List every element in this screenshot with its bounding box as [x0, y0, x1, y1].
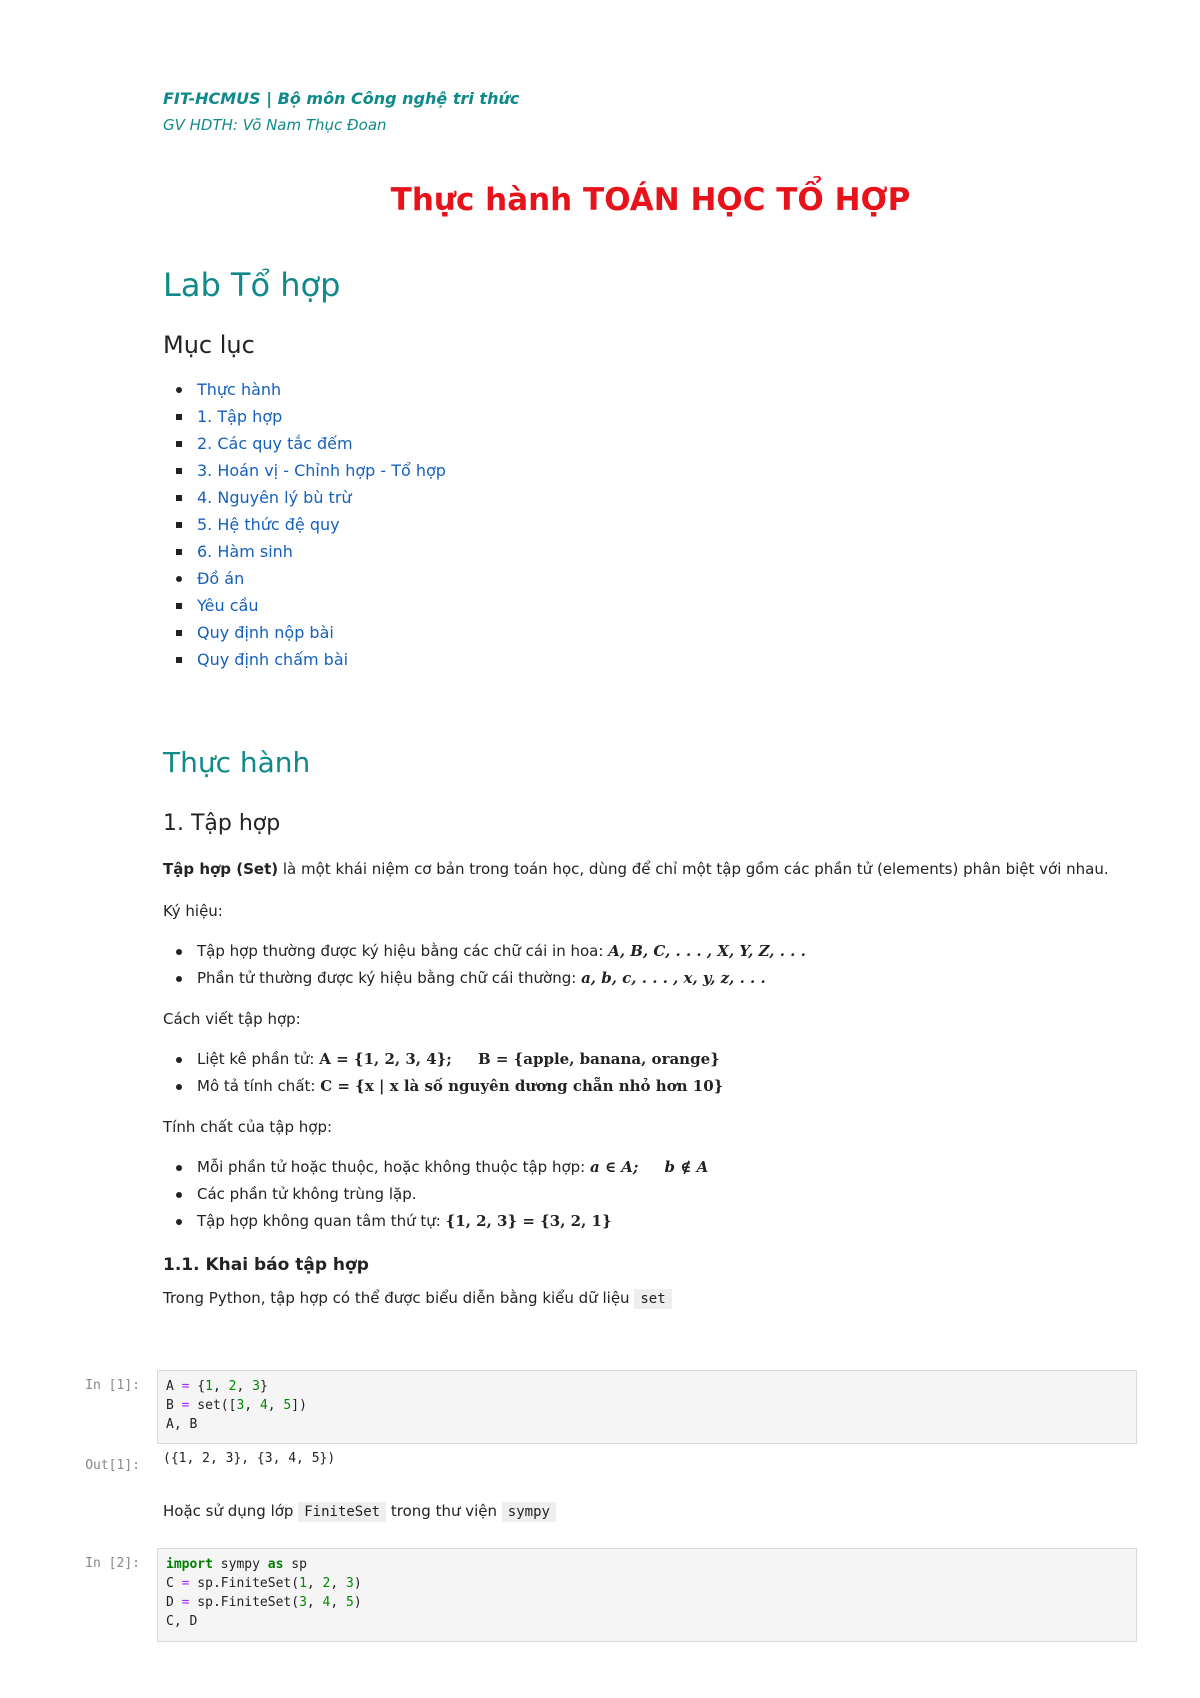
- inline-code: FiniteSet: [298, 1502, 386, 1522]
- math-expr: {1, 2, 3} = {3, 2, 1}: [445, 1212, 612, 1230]
- notation-list: [163, 938, 1138, 992]
- code-line: B = set([3, 4, 5]): [166, 1398, 307, 1413]
- list-item: Phần tử thường được ký hiệu bằng chữ cái thường: a, b, c, . . . , x, y, z, . . .: [163, 965, 1138, 992]
- math-expr: C = {x | x là số nguyên dương chẵn nhỏ hơn 10}: [320, 1077, 724, 1095]
- toc-item[interactable]: [163, 538, 446, 565]
- list-item: Các phần tử không trùng lặp.: [163, 1181, 1138, 1208]
- toc-link-practice[interactable]: Thực hành: [197, 380, 282, 399]
- inline-code: set: [634, 1289, 671, 1309]
- props-list: [163, 1154, 1138, 1235]
- toc-item[interactable]: [163, 403, 446, 430]
- code-line: import sympy as sp: [166, 1557, 307, 1572]
- code-line: D = sp.FiniteSet(3, 4, 5): [166, 1595, 362, 1610]
- toc-link[interactable]: Yêu cầu: [197, 596, 259, 615]
- toc-link[interactable]: 4. Nguyên lý bù trừ: [197, 488, 352, 507]
- code-cell-2[interactable]: [157, 1548, 1137, 1642]
- alt-text: Hoặc sử dụng lớp FiniteSet trong thư viện sympy: [163, 1498, 1138, 1524]
- notebook-page: [163, 86, 1138, 1307]
- toc-heading: Mục lục: [163, 331, 255, 359]
- math-expr: A, B, C, . . . , X, Y, Z, . . .: [608, 942, 806, 960]
- toc-item[interactable]: [163, 484, 446, 511]
- toc-link[interactable]: 6. Hàm sinh: [197, 542, 293, 561]
- toc-link[interactable]: 5. Hệ thức đệ quy: [197, 515, 340, 534]
- props-label: Tính chất của tập hợp:: [163, 1118, 333, 1136]
- list-item: Liệt kê phần tử: A = {1, 2, 3, 4}; B = {apple, banana, orange}: [163, 1046, 1138, 1073]
- toc-link[interactable]: Quy định chấm bài: [197, 650, 349, 669]
- code-line: A, B: [166, 1417, 198, 1432]
- list-item: Tập hợp thường được ký hiệu bằng các chữ cái in hoa: A, B, C, . . . , X, Y, Z, . . .: [163, 938, 1138, 965]
- teacher-header: GV HDTH: Võ Nam Thục Đoan: [163, 116, 387, 134]
- toc-link[interactable]: 3. Hoán vị - Chỉnh hợp - Tổ hợp: [197, 461, 446, 480]
- toc-item[interactable]: [163, 619, 446, 646]
- set-intro-term: Tập hợp (Set): [163, 860, 279, 878]
- code-line: C = sp.FiniteSet(1, 2, 3): [166, 1576, 362, 1591]
- notation-label: Ký hiệu:: [163, 902, 223, 920]
- list-item: Tập hợp không quan tâm thứ tự: {1, 2, 3} = {3, 2, 1}: [163, 1208, 1138, 1235]
- math-expr: a ∈ A; b ∉ A: [590, 1158, 709, 1176]
- alt-text-block: [163, 1498, 1138, 1524]
- toc-section-practice[interactable]: [163, 376, 446, 403]
- toc-item[interactable]: [163, 592, 446, 619]
- org-header: FIT-HCMUS | Bộ môn Công nghệ tri thức: [163, 89, 520, 108]
- set-heading: 1. Tập hợp: [163, 811, 281, 836]
- set-intro: [163, 856, 1138, 882]
- practice-heading: Thực hành: [163, 746, 311, 779]
- write-list: [163, 1046, 1138, 1100]
- code-line: A = {1, 2, 3}: [166, 1379, 268, 1394]
- set-intro-text: là một khái niệm cơ bản trong toán học, dùng để chỉ một tập gồm các phần tử (elements) phân biệt với nhau.: [278, 860, 1109, 878]
- decl-text: Trong Python, tập hợp có thể được biểu diễn bằng kiểu dữ liệu set: [163, 1285, 1138, 1311]
- toc-link-project[interactable]: Đồ án: [197, 569, 245, 588]
- write-label: Cách viết tập hợp:: [163, 1010, 301, 1028]
- cell-in-prompt: In [1]:: [85, 1378, 140, 1393]
- toc-item[interactable]: [163, 430, 446, 457]
- math-expr: A = {1, 2, 3, 4}; B = {apple, banana, orange}: [319, 1050, 720, 1068]
- toc-link[interactable]: Quy định nộp bài: [197, 623, 334, 642]
- set-content: [163, 856, 1138, 1311]
- toc-link[interactable]: 2. Các quy tắc đếm: [197, 434, 353, 453]
- main-title: Thực hành TOÁN HỌC TỔ HỢP: [390, 182, 911, 218]
- inline-code: sympy: [502, 1502, 556, 1522]
- cell-in-prompt: In [2]:: [85, 1556, 140, 1571]
- toc-section-project[interactable]: [163, 565, 446, 592]
- toc-item[interactable]: [163, 646, 446, 673]
- toc-item[interactable]: [163, 511, 446, 538]
- code-line: C, D: [166, 1614, 198, 1629]
- decl-heading: 1.1. Khai báo tập hợp: [163, 1255, 369, 1275]
- lab-title: Lab Tổ hợp: [163, 266, 341, 304]
- code-cell-1[interactable]: [157, 1370, 1137, 1444]
- cell-out-prompt: Out[1]:: [85, 1458, 140, 1473]
- math-expr: a, b, c, . . . , x, y, z, . . .: [581, 969, 766, 987]
- table-of-contents: [163, 376, 446, 673]
- cell-output-1: ({1, 2, 3}, {3, 4, 5}): [163, 1451, 336, 1466]
- toc-item[interactable]: [163, 457, 446, 484]
- toc-link[interactable]: 1. Tập hợp: [197, 407, 283, 426]
- list-item: Mô tả tính chất: C = {x | x là số nguyên dương chẵn nhỏ hơn 10}: [163, 1073, 1138, 1100]
- list-item: Mỗi phần tử hoặc thuộc, hoặc không thuộc tập hợp: a ∈ A; b ∉ A: [163, 1154, 1138, 1181]
